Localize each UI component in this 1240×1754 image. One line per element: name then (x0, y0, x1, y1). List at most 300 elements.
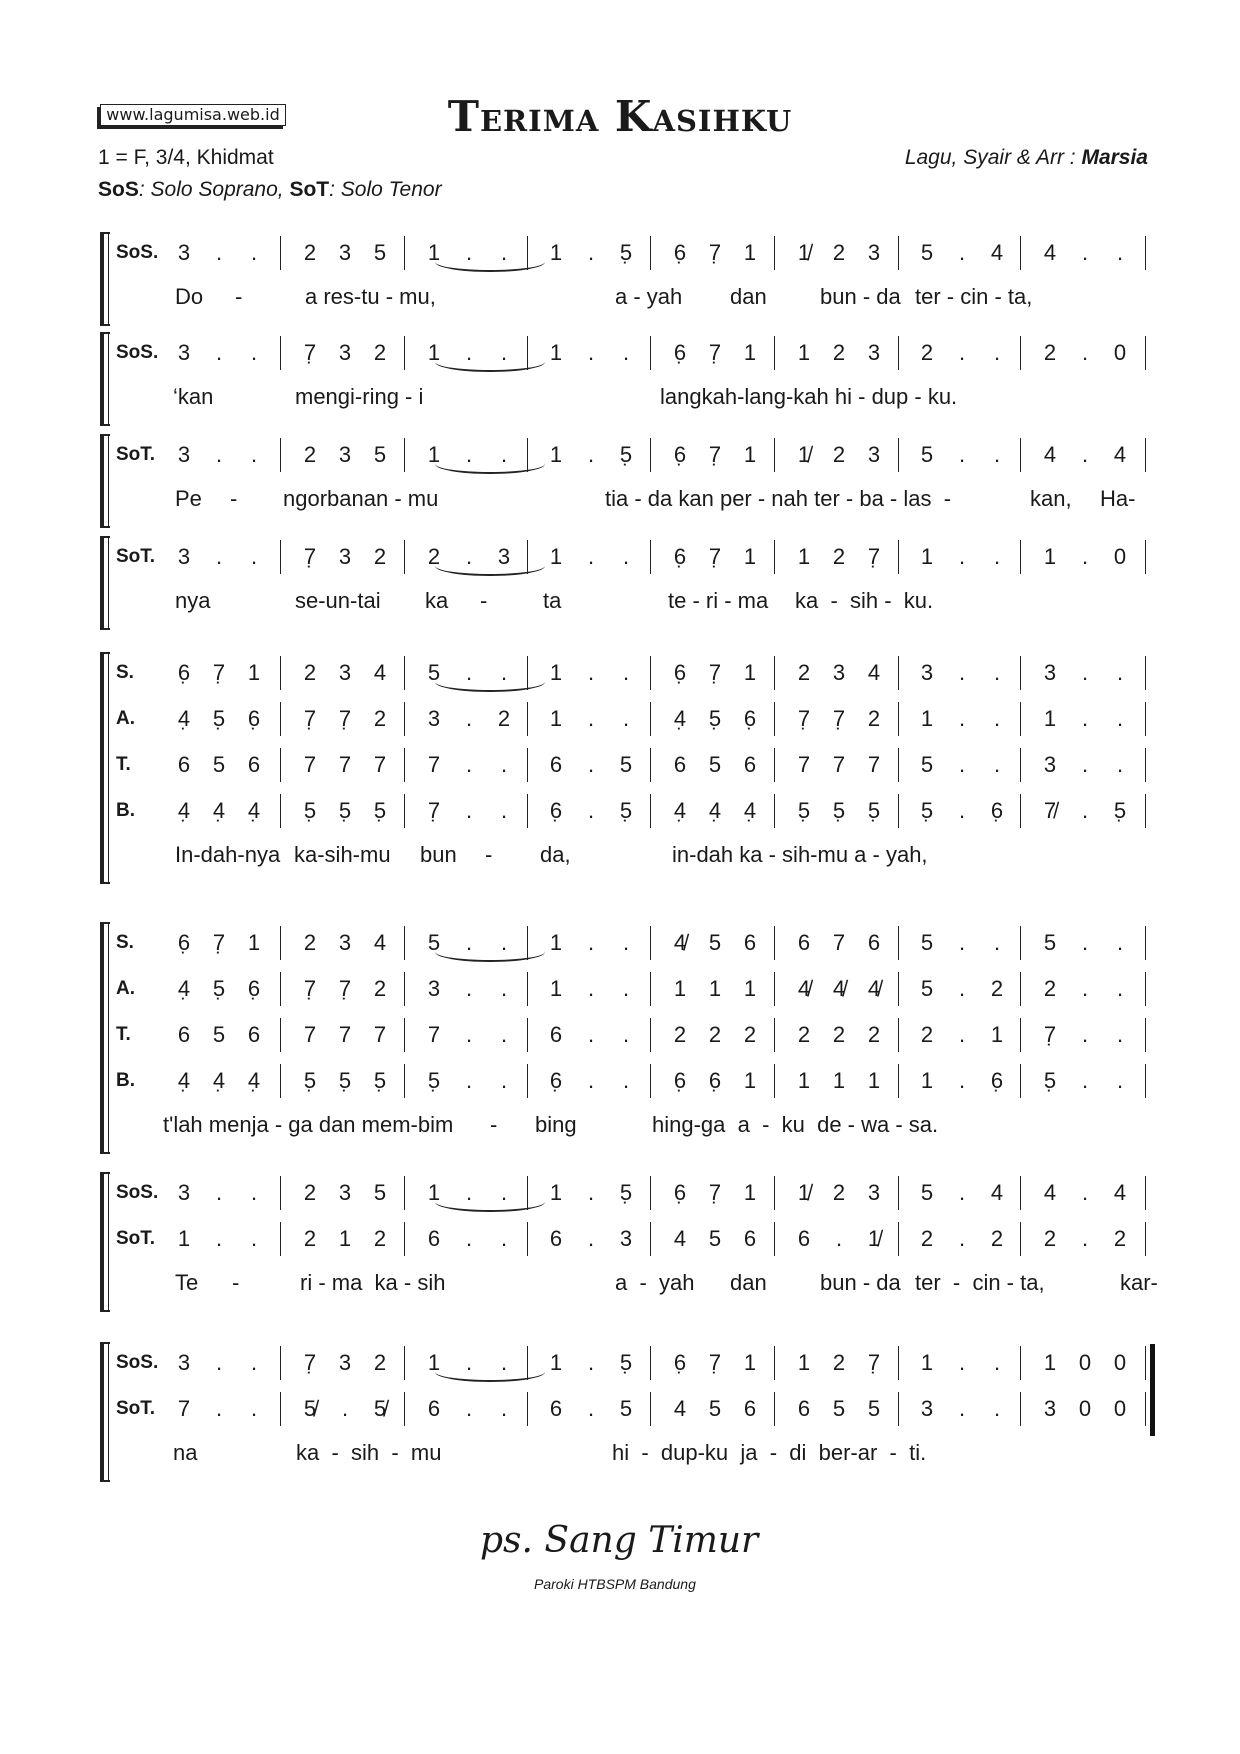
bar-line (650, 748, 651, 782)
note: 4 (1043, 442, 1057, 467)
lyric: langkah-lang-kah hi - dup - ku. (660, 384, 958, 409)
note: . (587, 798, 595, 823)
note: . (1081, 660, 1089, 685)
note: 1 (743, 1068, 757, 1093)
note: 2 (373, 1350, 387, 1375)
note: 1 (427, 340, 441, 365)
note: 2 (867, 1022, 881, 1047)
note: 5̣ (708, 706, 722, 731)
note: 1 (797, 1068, 811, 1093)
lyric: - (485, 842, 493, 867)
note: 5 (619, 1396, 633, 1421)
bar-line (650, 1176, 651, 1210)
note: 7 (427, 752, 441, 777)
note: . (500, 442, 508, 467)
bar-line (280, 236, 281, 270)
bar-line (527, 702, 528, 736)
bar-line (650, 926, 651, 960)
note: . (500, 340, 508, 365)
note: 1 (867, 1068, 881, 1093)
note: 7̣ (797, 706, 811, 731)
note: . (958, 544, 966, 569)
note: 6̣ (990, 798, 1004, 823)
note: 7̣ (303, 340, 317, 365)
bar-line (404, 336, 405, 370)
note: 6̣ (673, 1180, 687, 1205)
note: 5̣ (619, 240, 633, 265)
note: . (958, 1350, 966, 1375)
lyric: Pe (175, 486, 202, 511)
note: 7̣ (708, 1350, 722, 1375)
note: 0 (1113, 1396, 1127, 1421)
bar-line (280, 702, 281, 736)
bar-line (280, 1222, 281, 1256)
note: . (993, 1350, 1001, 1375)
note: . (993, 930, 1001, 955)
system-bracket (100, 1172, 110, 1312)
tie (435, 1372, 545, 1382)
note: 2 (920, 1226, 934, 1251)
bar-line (774, 702, 775, 736)
bar-line (898, 794, 899, 828)
bar-line (898, 236, 899, 270)
note: 2 (303, 442, 317, 467)
note: 3 (867, 240, 881, 265)
bar-line (1145, 1064, 1146, 1098)
bar-line (650, 656, 651, 690)
note: . (1116, 706, 1124, 731)
note: 7̣ (1043, 1022, 1057, 1047)
note: 2 (373, 1226, 387, 1251)
lyric: bun (420, 842, 457, 867)
bar-line (527, 1222, 528, 1256)
voice-label: T. (116, 1024, 131, 1045)
note: 5̣ (303, 798, 317, 823)
lyric: ri - ma ka - sih (300, 1270, 446, 1295)
lyric: kan, (1030, 486, 1072, 511)
bar-line (1145, 1176, 1146, 1210)
note: 1 (549, 340, 563, 365)
note: 7̣ (832, 706, 846, 731)
tie (435, 262, 545, 272)
note: 7̣ (708, 240, 722, 265)
note: 6 (177, 752, 191, 777)
note: 5 (1043, 930, 1057, 955)
note: 7 (338, 752, 352, 777)
note: 2 (1113, 1226, 1127, 1251)
note: 7̣ (708, 1180, 722, 1205)
bar-line (898, 656, 899, 690)
note: 2 (990, 976, 1004, 1001)
note: 7̣ (303, 1350, 317, 1375)
note: . (250, 1396, 258, 1421)
note: 5 (832, 1396, 846, 1421)
note: 7 (832, 930, 846, 955)
note: . (958, 976, 966, 1001)
note: . (587, 706, 595, 731)
note: 1 (743, 1350, 757, 1375)
bar-line (1145, 1346, 1146, 1380)
note: . (1116, 752, 1124, 777)
note: 5̣ (373, 1068, 387, 1093)
note: . (250, 1226, 258, 1251)
note: . (958, 1068, 966, 1093)
lyric: ter - cin - ta, (915, 1270, 1045, 1295)
note: 1̸ (797, 442, 811, 467)
bar-line (1020, 1176, 1021, 1210)
note: 5̣ (338, 798, 352, 823)
bar-line (404, 236, 405, 270)
system-bracket (100, 232, 110, 326)
note: 1 (247, 660, 261, 685)
note: 3 (177, 1180, 191, 1205)
note: 1 (427, 240, 441, 265)
note: 6 (743, 1226, 757, 1251)
note: 7 (177, 1396, 191, 1421)
note: 1 (743, 544, 757, 569)
note: 5 (920, 930, 934, 955)
bar-line (404, 748, 405, 782)
note: 2 (797, 1022, 811, 1047)
note: . (1081, 976, 1089, 1001)
note: . (835, 1226, 843, 1251)
bar-line (650, 1392, 651, 1426)
note: 1̸ (797, 1180, 811, 1205)
note: 2 (303, 1226, 317, 1251)
note: 1 (743, 976, 757, 1001)
bar-line (1020, 540, 1021, 574)
note: . (958, 1396, 966, 1421)
note: 4̣ (247, 1068, 261, 1093)
note: 6̣ (743, 706, 757, 731)
note: . (500, 798, 508, 823)
tie (435, 362, 545, 372)
voice-label: S. (116, 662, 134, 683)
note: 7 (373, 752, 387, 777)
note: 6̣ (549, 1068, 563, 1093)
note: 2 (743, 1022, 757, 1047)
bar-line (527, 972, 528, 1006)
signature: ps. Sang Timur (480, 1520, 759, 1561)
bar-line (1020, 1346, 1021, 1380)
bar-line (650, 336, 651, 370)
note: 3 (177, 340, 191, 365)
note: 2 (303, 1180, 317, 1205)
bar-line (1020, 1018, 1021, 1052)
lyric: - (490, 1112, 498, 1137)
bar-line (280, 972, 281, 1006)
bar-line (650, 1064, 651, 1098)
note: 5 (867, 1396, 881, 1421)
system-bracket (100, 652, 110, 884)
note: 6 (743, 930, 757, 955)
note: . (465, 798, 473, 823)
bar-line (774, 1346, 775, 1380)
voice-label: SoS. (116, 242, 159, 263)
note: 7̣ (338, 706, 352, 731)
note: 5̣ (797, 798, 811, 823)
note: 7̣ (708, 340, 722, 365)
note: 3 (338, 660, 352, 685)
bar-line (1145, 336, 1146, 370)
note: . (465, 976, 473, 1001)
note: 5 (708, 1226, 722, 1251)
note: 1 (743, 442, 757, 467)
note: 1 (1043, 706, 1057, 731)
note: 1 (743, 340, 757, 365)
bar-line (774, 438, 775, 472)
note: 2 (867, 706, 881, 731)
composer-credit (905, 146, 1148, 170)
note: 5̣ (619, 1350, 633, 1375)
lyric: In-dah-nya (175, 842, 281, 867)
note: 5 (920, 240, 934, 265)
note: 7 (338, 1022, 352, 1047)
note: . (587, 544, 595, 569)
note: 6̣ (673, 660, 687, 685)
bar-line (404, 1222, 405, 1256)
note: . (622, 544, 630, 569)
bar-line (1020, 336, 1021, 370)
bar-line (280, 1346, 281, 1380)
note: . (215, 544, 223, 569)
note: . (958, 752, 966, 777)
note: 5 (920, 442, 934, 467)
parish-label: Paroki HTBSPM Bandung (534, 1576, 696, 1592)
note: . (587, 930, 595, 955)
note: 4̣ (177, 1068, 191, 1093)
note: . (958, 1022, 966, 1047)
note: 2 (832, 240, 846, 265)
note: 5̣ (619, 1180, 633, 1205)
note: . (1116, 1068, 1124, 1093)
note: 3 (920, 660, 934, 685)
note: 4̣ (177, 798, 191, 823)
bar-line (1020, 794, 1021, 828)
note: 6 (797, 1226, 811, 1251)
note: 6 (797, 930, 811, 955)
voice-label: B. (116, 800, 135, 821)
legend-sot: : Solo Tenor (329, 178, 442, 201)
note: . (622, 1068, 630, 1093)
note: 7 (867, 752, 881, 777)
note: 7̣ (427, 798, 441, 823)
note: . (958, 1226, 966, 1251)
note: 3 (338, 1180, 352, 1205)
note: . (622, 706, 630, 731)
bar-line (280, 438, 281, 472)
voice-label: SoS. (116, 1352, 159, 1373)
note: 5̣ (920, 798, 934, 823)
note: . (958, 442, 966, 467)
lyric: Do (175, 284, 204, 309)
bar-line (650, 236, 651, 270)
lyric: dan (730, 1270, 767, 1295)
note: 4 (867, 660, 881, 685)
note: . (500, 1068, 508, 1093)
note: . (993, 706, 1001, 731)
lyric: mengi-ring - i (295, 384, 424, 409)
voice-label: SoS. (116, 342, 159, 363)
bar-line (650, 1346, 651, 1380)
lyric: - (480, 588, 488, 613)
note: 5 (212, 752, 226, 777)
lyric: bing (535, 1112, 577, 1137)
note: 7̣ (303, 706, 317, 731)
bar-line (774, 336, 775, 370)
note: 5 (427, 660, 441, 685)
note: . (500, 1396, 508, 1421)
system-bracket (100, 1342, 110, 1482)
note: 1 (1043, 544, 1057, 569)
note: . (587, 340, 595, 365)
note: 1 (743, 240, 757, 265)
lyric: ter - cin - ta, (915, 284, 1033, 309)
note: 5̸ (303, 1396, 317, 1421)
note: 0 (1113, 340, 1127, 365)
note: 4̣ (177, 976, 191, 1001)
note: 2 (373, 544, 387, 569)
lyric: ‘kan (173, 384, 214, 409)
note: 1 (427, 1350, 441, 1375)
note: 7̣ (867, 544, 881, 569)
note: 4̸ (673, 930, 687, 955)
note: . (250, 1350, 258, 1375)
note: 3 (497, 544, 511, 569)
note: 2 (303, 660, 317, 685)
bar-line (898, 1064, 899, 1098)
note: . (1081, 1226, 1089, 1251)
note: 3 (867, 442, 881, 467)
lyric: na (173, 1440, 198, 1465)
bar-line (1145, 438, 1146, 472)
voice-label: SoT. (116, 444, 156, 465)
note: 1 (549, 442, 563, 467)
note: . (500, 1022, 508, 1047)
bar-line (898, 438, 899, 472)
final-bar (1150, 1344, 1155, 1436)
note: . (1081, 798, 1089, 823)
voice-label: A. (116, 708, 135, 729)
note: . (958, 240, 966, 265)
note: 5 (708, 752, 722, 777)
note: 5̣ (832, 798, 846, 823)
note: 3 (832, 660, 846, 685)
note: . (1081, 240, 1089, 265)
bar-line (774, 972, 775, 1006)
note: 5 (427, 930, 441, 955)
bar-line (774, 236, 775, 270)
bar-line (774, 748, 775, 782)
bar-line (650, 540, 651, 574)
note: 7̣ (212, 930, 226, 955)
lyric: hi - dup-ku ja - di ber-ar - ti. (612, 1440, 927, 1465)
bar-line (1145, 794, 1146, 828)
note: 5 (619, 752, 633, 777)
note: 3 (177, 442, 191, 467)
bar-line (650, 1018, 651, 1052)
note: 6̣ (673, 1350, 687, 1375)
system-bracket (100, 536, 110, 630)
note: 5̣ (303, 1068, 317, 1093)
note: 6̣ (177, 930, 191, 955)
bar-line (774, 926, 775, 960)
note: . (1116, 930, 1124, 955)
note: . (1116, 660, 1124, 685)
note: . (250, 1180, 258, 1205)
note: . (465, 240, 473, 265)
tie (435, 464, 545, 474)
note: 3 (1043, 660, 1057, 685)
note: . (465, 1068, 473, 1093)
bar-line (1020, 236, 1021, 270)
note: . (1116, 240, 1124, 265)
bar-line (1020, 438, 1021, 472)
tie (435, 952, 545, 962)
note: 5̣ (619, 798, 633, 823)
note: . (587, 240, 595, 265)
note: . (215, 1350, 223, 1375)
note: 1 (427, 442, 441, 467)
note: 4̸ (797, 976, 811, 1001)
note: . (587, 976, 595, 1001)
note: 1 (920, 1068, 934, 1093)
note: . (587, 1068, 595, 1093)
voice-label: A. (116, 978, 135, 999)
note: . (587, 1226, 595, 1251)
note: . (465, 930, 473, 955)
bar-line (280, 540, 281, 574)
lyric: kar- (1120, 1270, 1158, 1295)
bar-line (280, 1176, 281, 1210)
note: . (587, 442, 595, 467)
bar-line (280, 794, 281, 828)
lyric: se-un-tai (295, 588, 381, 613)
note: 2 (920, 1022, 934, 1047)
bar-line (404, 1346, 405, 1380)
note: 1 (427, 1180, 441, 1205)
note: 1 (338, 1226, 352, 1251)
lyric: a - yah (615, 284, 683, 309)
note: 0 (1113, 544, 1127, 569)
note: 3 (177, 544, 191, 569)
note: . (993, 340, 1001, 365)
note: 6̣ (673, 442, 687, 467)
note: 0 (1113, 1350, 1127, 1375)
note: 5̣ (212, 706, 226, 731)
bar-line (404, 1392, 405, 1426)
note: 6 (427, 1226, 441, 1251)
bar-line (404, 656, 405, 690)
note: . (465, 1350, 473, 1375)
bar-line (280, 1018, 281, 1052)
note: 0 (1078, 1396, 1092, 1421)
note: 4 (373, 660, 387, 685)
note: 4̣ (177, 706, 191, 731)
bar-line (898, 972, 899, 1006)
note: 5 (920, 752, 934, 777)
note: . (993, 544, 1001, 569)
system-bracket (100, 332, 110, 426)
note: 6̣ (673, 544, 687, 569)
note: 1̸ (867, 1226, 881, 1251)
note: 3 (338, 240, 352, 265)
note: 4̣ (247, 798, 261, 823)
note: 6̣ (990, 1068, 1004, 1093)
note: . (465, 544, 473, 569)
bar-line (1020, 702, 1021, 736)
note: . (215, 340, 223, 365)
